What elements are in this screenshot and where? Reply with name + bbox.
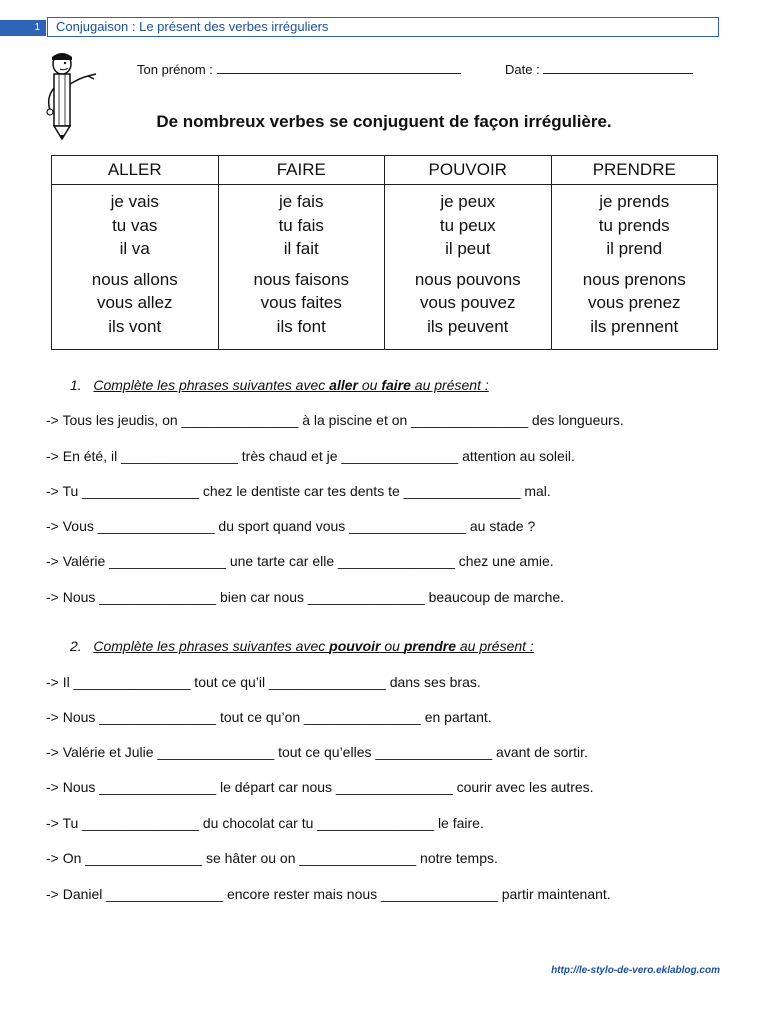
conjugation-form: il va <box>119 239 150 258</box>
conjugation-form: je prends <box>599 192 670 211</box>
instruction-text: Complète les phrases suivantes avec <box>93 377 330 393</box>
date-field <box>505 60 693 77</box>
exercise-sentence: -> Nous _______________ bien car nous _______________ beaucoup de marche. <box>46 589 565 605</box>
exercise-sentence: -> Valérie et Julie _______________ tout ce qu’elles _______________ avant de sortir. <box>46 744 588 760</box>
instruction-text: ou <box>357 377 382 393</box>
conjugation-form: je vais <box>110 192 159 211</box>
conjugation-form: ils peuvent <box>427 316 509 336</box>
conjugation-form: nous pouvons <box>414 269 521 289</box>
name-label: Ton prénom : <box>137 62 213 77</box>
page-number: 1 <box>0 20 46 36</box>
instruction-verb: aller <box>329 377 358 393</box>
date-label: Date : <box>505 62 540 77</box>
exercise-sentence: -> On _______________ se hâter ou on _______________ notre temps. <box>46 850 498 866</box>
conjugation-form: tu peux <box>439 215 496 235</box>
exercise-sentence: -> Nous _______________ le départ car nous _______________ courir avec les autres. <box>46 779 594 795</box>
exercise-number: 2. <box>70 638 82 654</box>
name-blank[interactable] <box>217 60 461 74</box>
exercise-sentence: -> En été, il _______________ très chaud et je _______________ attention au soleil. <box>46 448 575 464</box>
instruction-text: Complète les phrases suivantes avec <box>93 638 330 654</box>
page-title: Conjugaison : Le présent des verbes irréguliers <box>47 17 719 37</box>
conjugation-cell <box>551 185 718 350</box>
conjugation-table <box>51 155 718 350</box>
verb-header: PRENDRE <box>551 156 718 185</box>
conjugation-form: vous pouvez <box>420 293 516 312</box>
conjugation-form: je peux <box>440 192 496 211</box>
conjugation-cell <box>385 185 552 350</box>
exercise-sentence: -> Nous _______________ tout ce qu’on _______________ en partant. <box>46 709 492 725</box>
name-field <box>137 60 461 77</box>
exercise-sentence: -> Il _______________ tout ce qu’il _______________ dans ses bras. <box>46 674 481 690</box>
exercise-sentence: -> Tous les jeudis, on _______________ à la piscine et on _______________ des longueurs. <box>46 412 624 428</box>
conjugation-form: je fais <box>279 192 324 211</box>
conjugation-form: tu vas <box>112 215 158 235</box>
instruction-text: au présent : <box>455 638 534 654</box>
exercise-1-instruction <box>70 377 489 393</box>
verb-header: FAIRE <box>218 156 385 185</box>
conjugation-form: nous faisons <box>253 269 349 289</box>
date-blank[interactable] <box>543 60 693 74</box>
exercise-sentence: -> Valérie _______________ une tarte car elle _______________ chez une amie. <box>46 553 554 569</box>
instruction-verb: pouvoir <box>329 638 381 654</box>
conjugation-form: tu prends <box>598 215 670 235</box>
verb-header: POUVOIR <box>385 156 552 185</box>
conjugation-form: il fait <box>283 239 319 258</box>
conjugation-form: vous faites <box>260 293 342 312</box>
exercise-sentence: -> Daniel _______________ encore rester mais nous _______________ partir maintenant. <box>46 886 611 902</box>
instruction-text: ou <box>380 638 404 654</box>
exercise-sentence: -> Vous _______________ du sport quand vous _______________ au stade ? <box>46 518 536 534</box>
intro-heading: De nombreux verbes se conjuguent de façon irrégulière. <box>156 112 612 131</box>
conjugation-form: vous prenez <box>587 293 681 312</box>
conjugation-form: tu fais <box>278 215 324 235</box>
exercise-2-instruction <box>70 638 534 654</box>
exercise-sentence: -> Tu _______________ chez le dentiste car tes dents te _______________ mal. <box>46 483 551 499</box>
conjugation-form: nous allons <box>91 269 178 289</box>
conjugation-form: ils vont <box>108 316 162 336</box>
instruction-verb: prendre <box>403 638 456 654</box>
page-header <box>0 17 721 39</box>
conjugation-form: ils prennent <box>590 316 679 336</box>
conjugation-form: il prend <box>606 239 663 258</box>
instruction-text: au présent : <box>410 377 489 393</box>
exercise-sentence: -> Tu _______________ du chocolat car tu _______________ le faire. <box>46 815 484 831</box>
conjugation-cell <box>52 185 219 350</box>
verb-header: ALLER <box>52 156 219 185</box>
conjugation-form: ils font <box>276 316 326 336</box>
exercise-number: 1. <box>70 377 82 393</box>
instruction-verb: faire <box>381 377 411 393</box>
conjugation-cell <box>218 185 385 350</box>
conjugation-form: il peut <box>445 239 491 258</box>
conjugation-form: vous allez <box>96 293 173 312</box>
footer-url[interactable]: http://le-stylo-de-vero.eklablog.com <box>551 965 720 976</box>
conjugation-form: nous prenons <box>582 269 686 289</box>
